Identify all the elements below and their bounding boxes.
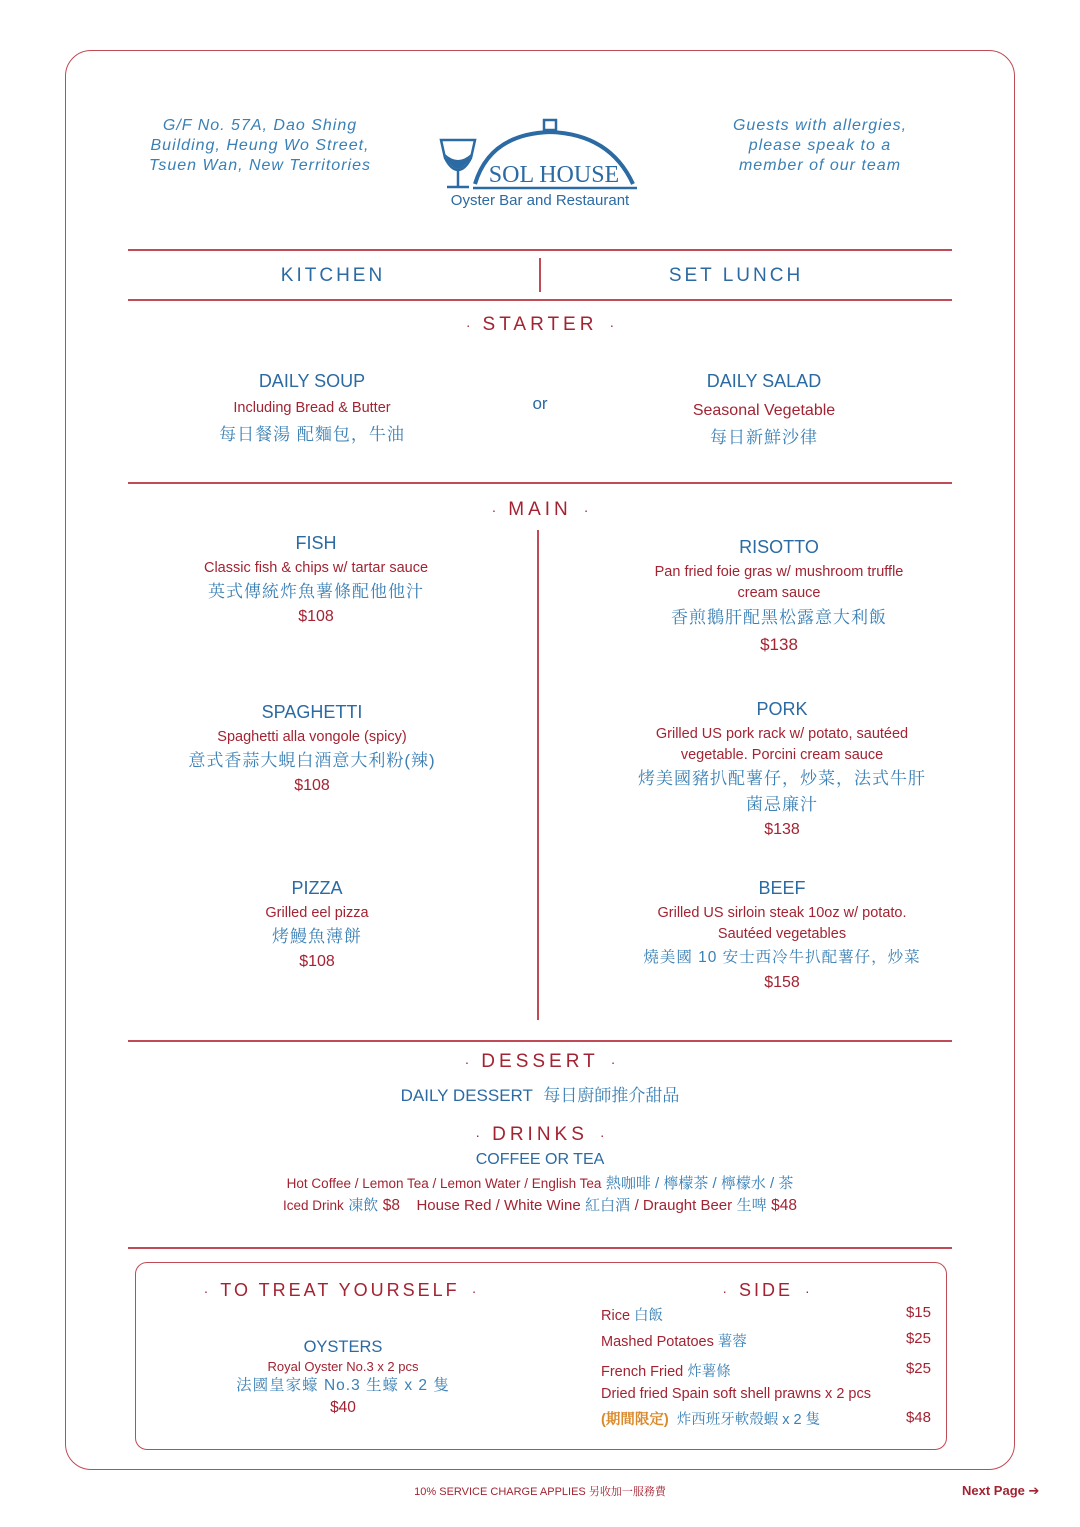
- item-desc-zh: 香煎鵝肝配黑松露意大利飯: [671, 608, 887, 627]
- side-zh: 薯蓉: [717, 1334, 747, 1350]
- drinks-subtitle: COFFEE OR TEA: [475, 1151, 605, 1168]
- main-item-risotto: [609, 536, 949, 657]
- item-desc-en: Grilled US sirloin steak 10oz w/ potato.: [657, 905, 907, 921]
- main-item-pork: [602, 698, 962, 842]
- dessert-zh: 每日廚師推介甜品: [543, 1086, 680, 1105]
- address-text: G/F No. 57A, Dao Shing Building, Heung Wo Street, Tsuen Wan, New Territories: [149, 117, 371, 174]
- side-en: Rice: [601, 1308, 631, 1324]
- divider: [128, 1040, 952, 1042]
- main-title-text: MAIN: [508, 499, 572, 520]
- item-desc-en: Spaghetti alla vongole (spicy): [217, 729, 407, 745]
- item-desc-zh: 英式傳統炸魚薯條配他他汁: [208, 582, 424, 601]
- drinks-price: $48: [771, 1197, 797, 1214]
- side-item-special-en: Dried fried Spain soft shell prawns x 2 pcs: [601, 1386, 871, 1402]
- item-desc-en: Royal Oyster No.3 x 2 pcs: [267, 1359, 419, 1374]
- main-item-fish: [166, 532, 466, 629]
- iced-zh: 凍飲: [348, 1197, 379, 1214]
- tab-kitchen[interactable]: KITCHEN: [280, 265, 386, 286]
- item-price: $108: [298, 608, 334, 625]
- item-desc-en: Pan fried foie gras w/ mushroom truffle: [654, 564, 904, 580]
- item-desc-en: Sautéed vegetables: [717, 926, 847, 942]
- drinks-line1-en: Hot Coffee / Lemon Tea / Lemon Water / English Tea: [286, 1176, 602, 1191]
- starter-daily-soup: [162, 370, 462, 448]
- side-price: $15: [905, 1304, 931, 1321]
- side-item-french-fried: [601, 1360, 731, 1381]
- item-desc-zh: 烤美國豬扒配薯仔，炒菜，法式牛肝: [638, 769, 926, 788]
- drinks-line1-zh: 熱咖啡 / 檸檬茶 / 檸檬水 / 茶: [605, 1175, 794, 1192]
- item-name: RISOTTO: [739, 537, 819, 557]
- beer-zh: 生啤: [736, 1197, 767, 1214]
- item-name: OYSTERS: [303, 1338, 383, 1356]
- item-desc-en: Seasonal Vegetable: [692, 402, 836, 419]
- side-zh: 白飯: [634, 1308, 664, 1324]
- dessert-title-text: DESSERT: [481, 1051, 599, 1072]
- main-item-spaghetti: [162, 701, 462, 798]
- treat-item-oysters: [193, 1336, 493, 1420]
- side-zh: 炸西班牙軟殼蝦 x 2 隻: [676, 1412, 821, 1428]
- starter-title-text: STARTER: [482, 314, 598, 335]
- logo-tagline: Oyster Bar and Restaurant: [450, 192, 630, 209]
- item-desc-en: cream sauce: [737, 585, 821, 601]
- section-title-dessert: · DESSERT ·: [464, 1051, 616, 1072]
- iced-en: Iced Drink: [283, 1198, 344, 1213]
- treat-title-text: TO TREAT YOURSELF: [220, 1280, 460, 1300]
- logo: [435, 112, 645, 212]
- item-price: $158: [764, 974, 800, 991]
- divider: [128, 482, 952, 484]
- side-zh: 炸薯條: [687, 1364, 731, 1380]
- drinks-line-2: [140, 1194, 940, 1215]
- item-desc-en: Classic fish & chips w/ tartar sauce: [203, 560, 429, 576]
- arrow-right-icon: ➔: [1028, 1483, 1040, 1498]
- item-price: $108: [294, 777, 330, 794]
- iced-price: $8: [382, 1197, 400, 1214]
- side-item-special: [601, 1408, 820, 1429]
- divider: [128, 1247, 952, 1249]
- limited-tag: (期間限定): [601, 1412, 669, 1428]
- drinks-title-text: DRINKS: [492, 1124, 588, 1145]
- item-name: DAILY SALAD: [706, 371, 822, 391]
- side-price: $48: [905, 1409, 931, 1426]
- item-price: $108: [299, 953, 335, 970]
- divider: [128, 299, 952, 301]
- item-price: $138: [760, 635, 798, 654]
- next-page-link[interactable]: [962, 1483, 1039, 1499]
- item-name: SPAGHETTI: [261, 702, 363, 722]
- item-desc-en: Grilled US pork rack w/ potato, sautéed: [655, 726, 909, 742]
- item-desc-zh: 法國皇家蠔 No.3 生蠔 x 2 隻: [236, 1377, 450, 1394]
- drinks-line-1: [140, 1172, 940, 1193]
- section-title-main: · MAIN ·: [491, 499, 589, 520]
- item-price: $138: [764, 821, 800, 838]
- section-title-side: · SIDE ·: [722, 1280, 810, 1300]
- item-desc-en: Including Bread & Butter: [233, 400, 391, 416]
- section-title-drinks: · DRINKS ·: [475, 1124, 605, 1145]
- side-title-text: SIDE: [738, 1280, 793, 1300]
- divider: [128, 249, 952, 251]
- item-desc-zh: 意式香蒜大蜆白酒意大利粉(辣): [188, 751, 436, 770]
- side-price: $25: [905, 1330, 931, 1347]
- dessert-line: [240, 1081, 840, 1106]
- dessert-en: DAILY DESSERT: [400, 1086, 533, 1105]
- item-desc-zh: 每日餐湯 配麵包，牛油: [219, 425, 405, 444]
- side-en: French Fried: [601, 1364, 684, 1380]
- section-title-treat: · TO TREAT YOURSELF ·: [203, 1280, 477, 1300]
- item-name: PIZZA: [291, 878, 343, 898]
- wine-zh: 紅白酒: [585, 1197, 631, 1214]
- main-item-pizza: [167, 877, 467, 974]
- logo-name: SOL HOUSE: [488, 162, 620, 188]
- tab-set-lunch[interactable]: SET LUNCH: [668, 265, 804, 286]
- wine-en: House Red / White Wine: [416, 1197, 581, 1214]
- item-desc-zh: 烤鰻魚薄餅: [272, 927, 362, 946]
- side-en: Mashed Potatoes: [601, 1334, 714, 1350]
- starter-daily-salad: [614, 370, 914, 451]
- or-text: or: [532, 394, 548, 413]
- item-desc-zh: 每日新鮮沙律: [710, 428, 818, 447]
- item-name: PORK: [756, 699, 808, 719]
- service-charge-note: 10% SERVICE CHARGE APPLIES 另收加一服務費: [414, 1486, 666, 1498]
- allergy-note: Guests with allergies, please speak to a member of our team: [732, 117, 908, 174]
- item-desc-zh: 燒美國 10 安士西冷牛扒配薯仔，炒菜: [643, 949, 921, 966]
- main-column-divider: [537, 530, 539, 1020]
- section-title-starter: · STARTER ·: [465, 314, 615, 335]
- side-price: $25: [905, 1360, 931, 1377]
- item-name: DAILY SOUP: [258, 371, 366, 391]
- item-desc-en: vegetable. Porcini cream sauce: [680, 747, 884, 763]
- item-name: FISH: [295, 533, 337, 553]
- next-page-label: Next Page: [962, 1483, 1025, 1498]
- beer-en: / Draught Beer: [634, 1197, 733, 1214]
- item-price: $40: [330, 1399, 356, 1416]
- item-desc-en: Grilled eel pizza: [265, 905, 369, 921]
- side-item-rice: [601, 1304, 663, 1325]
- item-name: BEEF: [758, 878, 806, 898]
- main-item-beef: [602, 877, 962, 995]
- side-item-mashed-potatoes: [601, 1330, 747, 1351]
- item-desc-zh: 菌忌廉汁: [746, 795, 818, 814]
